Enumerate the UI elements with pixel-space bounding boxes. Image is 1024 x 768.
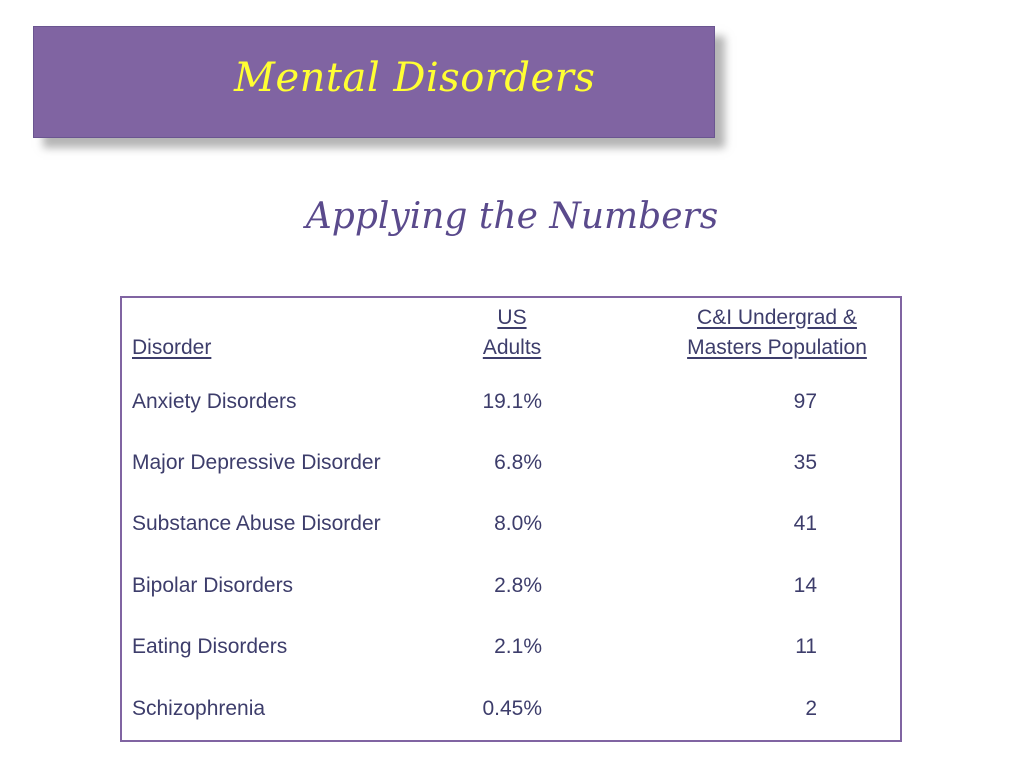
header-disorder: Disorder (132, 336, 212, 359)
row-ci-population: 35 (793, 451, 817, 474)
row-disorder: Bipolar Disorders (132, 574, 294, 597)
row-ci-population: 2 (805, 697, 817, 720)
row-ci-population: 11 (795, 635, 817, 658)
row-ci-population: 97 (793, 390, 817, 413)
header-ci-line2: Masters Population (687, 336, 867, 359)
slide-title: Mental Disorders (234, 55, 596, 101)
row-us-adults: 6.8% (494, 451, 542, 474)
header-us-line2: Adults (482, 336, 542, 359)
row-us-adults: 19.1% (482, 390, 542, 413)
row-disorder: Anxiety Disorders (132, 390, 297, 413)
title-banner (33, 26, 715, 138)
row-ci-population: 41 (793, 512, 817, 535)
row-us-adults: 0.45% (482, 697, 542, 720)
row-disorder: Eating Disorders (132, 635, 288, 658)
slide-subtitle: Applying the Numbers (305, 196, 719, 237)
row-disorder: Schizophrenia (132, 697, 266, 720)
disorders-table (120, 296, 902, 742)
row-disorder: Substance Abuse Disorder (132, 512, 381, 535)
header-us-line1: US (497, 306, 527, 329)
row-us-adults: 8.0% (494, 512, 542, 535)
header-ci-line1: C&I Undergrad & (697, 306, 857, 329)
row-disorder: Major Depressive Disorder (132, 451, 381, 474)
row-ci-population: 14 (793, 574, 817, 597)
row-us-adults: 2.8% (494, 574, 542, 597)
row-us-adults: 2.1% (494, 635, 542, 658)
